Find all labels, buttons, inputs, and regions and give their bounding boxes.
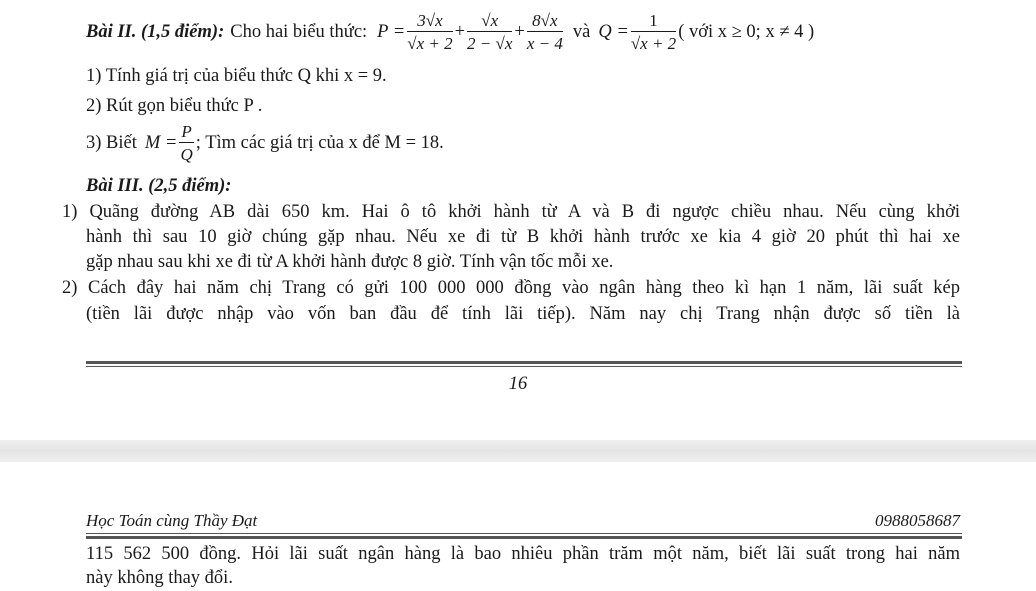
m-fraction (179, 123, 193, 163)
footer-rule-thin (86, 366, 962, 367)
header-rule-thick (86, 536, 962, 539)
p-term1-denominator: √x + 2 (407, 34, 453, 53)
bai2-question-3 (86, 120, 444, 166)
bai3-p2-line1: 2) Cách đây hai năm chị Trang có gửi 100 000 000 đồng vào ngân hàng theo kì hạn 1 năm, lãi suất kép (62, 278, 960, 298)
plus-sign: + (514, 21, 525, 42)
p-term3-denominator: x − 4 (526, 34, 563, 53)
q-fraction (631, 12, 676, 52)
m-denominator: Q (180, 145, 193, 164)
bai3-p1-line3: gặp nhau sau khi xe đi từ A khởi hành được 8 giờ. Tính vận tốc mỗi xe. (86, 252, 614, 272)
bai2-question-2: 2) Rút gọn biểu thức P . (86, 96, 263, 116)
page2-line2: này không thay đổi. (86, 568, 233, 588)
q-label: Q = (598, 21, 629, 42)
p-term1-fraction (407, 12, 452, 52)
footer-rule-thick (86, 361, 962, 364)
domain-condition: ( với x ≥ 0; x ≠ 4 ) (678, 21, 815, 42)
bai3-p1-line2: hành thì sau 10 giờ chúng gặp nhau. Nếu xe đi từ B khởi hành trước xe kia 4 giờ 20 phút thì hai xe (86, 227, 960, 247)
p-term2-fraction (467, 12, 512, 52)
p-term2-denominator: 2 − √x (467, 34, 513, 53)
bai3-heading: Bài III. (2,5 điểm): (86, 176, 232, 196)
bai2-formula-line (86, 10, 814, 54)
m-label: M = (144, 132, 178, 153)
q-denominator: √x + 2 (630, 34, 677, 53)
header-left-text: Học Toán cùng Thầy Đạt (86, 511, 258, 530)
header-rule-thin (86, 533, 962, 534)
and-word: và (572, 21, 591, 42)
plus-sign: + (454, 21, 466, 42)
p-term3-numerator: 8√x (527, 12, 563, 32)
p-term2-numerator: √x (467, 12, 512, 32)
q-numerator: 1 (631, 12, 676, 32)
q3-prefix: 3) Biết (86, 132, 137, 153)
p-term3-fraction (527, 12, 563, 52)
p-term1-numerator: 3√x (407, 12, 452, 32)
bai2-question-1: 1) Tính giá trị của biểu thức Q khi x = 9. (86, 66, 387, 86)
header-right-phone: 0988058687 (875, 511, 960, 530)
bai3-p1-line1: 1) Quãng đường AB dài 650 km. Hai ô tô khởi hành từ A và B đi ngược chiều nhau. Nếu cùng khởi (62, 202, 960, 222)
page2-line1: 115 562 500 đồng. Hỏi lãi suất ngân hàng là bao nhiêu phần trăm một năm, biết lãi suất trong hai năm (86, 544, 960, 564)
page-number: 16 (508, 374, 528, 394)
bai2-heading: Bài II. (1,5 điểm): (86, 21, 225, 42)
m-numerator: P (181, 122, 192, 141)
bai3-p2-line2: (tiền lãi được nhập vào vốn ban đầu để tính lãi tiếp). Năm nay chị Trang nhận được số tiền là (86, 304, 960, 324)
page-gap (0, 440, 1036, 462)
p-label: P = (377, 21, 406, 42)
q3-suffix: ; Tìm các giá trị của x để M = 18. (195, 132, 444, 153)
bai2-intro: Cho hai biểu thức: (230, 21, 368, 42)
